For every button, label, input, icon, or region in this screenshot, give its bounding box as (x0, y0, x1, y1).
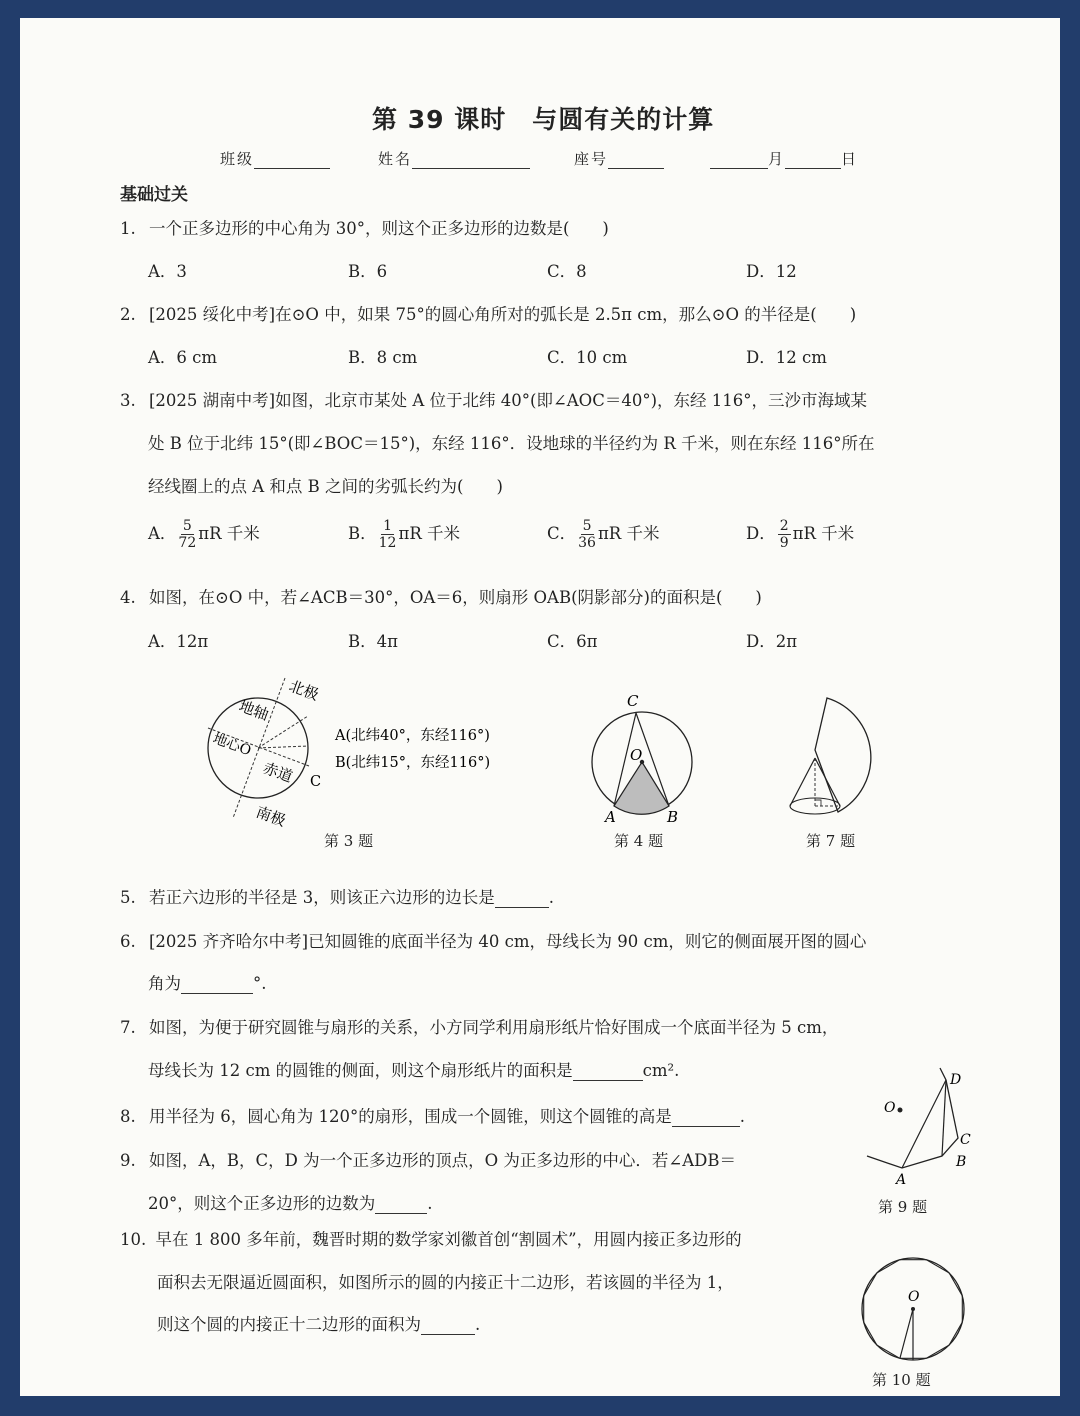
option-label: D． (746, 524, 776, 543)
q2-option-b[interactable]: B．8 cm (348, 348, 418, 367)
north-pole-label: 北极 (286, 676, 321, 705)
point-o-label: O (908, 1289, 920, 1305)
answer-blank[interactable] (495, 891, 549, 908)
question-text: 角为 (148, 974, 181, 993)
seat-blank[interactable] (608, 168, 664, 169)
point-b-label: B (667, 808, 679, 823)
fraction (178, 518, 196, 551)
day-label: 日 (841, 150, 859, 168)
option-label: B． (348, 524, 377, 543)
day-blank[interactable] (785, 168, 841, 169)
figure-4-caption: 第 4 题 (614, 832, 664, 850)
fraction (778, 518, 791, 551)
denominator: 9 (779, 535, 789, 551)
question-number: 7. (120, 1018, 136, 1037)
date-field (710, 148, 858, 169)
question-end: . (739, 1107, 745, 1126)
question-6-line-2 (148, 970, 267, 994)
month-label: 月 (768, 150, 786, 168)
q4-option-c[interactable]: C．6π (547, 632, 598, 651)
right-angle-mark (815, 800, 821, 806)
question-9 (120, 1147, 736, 1171)
class-blank[interactable] (254, 168, 330, 169)
point-o-label: O (884, 1100, 896, 1116)
option-label: C． (547, 524, 577, 543)
page-title: 第 39 课时 与圆有关的计算 (372, 105, 715, 134)
question-3-line-3: 经线圈上的点 A 和点 B 之间的劣弧长约为( ) (148, 477, 503, 496)
question-text: 若正六边形的半径是 3，则该正六边形的边长是 (149, 888, 495, 907)
question-text: 母线长为 12 cm 的圆锥的侧面，则这个扇形纸片的面积是 (148, 1061, 573, 1080)
question-number: 1. (120, 219, 136, 238)
center-dot (911, 1307, 915, 1311)
question-text: 如图，A，B，C，D 为一个正多边形的顶点，O 为正多边形的中心．若∠ADB＝ (149, 1151, 737, 1170)
figure-9-polygon-vertices (862, 1066, 977, 1194)
numerator: 2 (779, 518, 789, 534)
figure-10-caption: 第 10 题 (872, 1371, 931, 1389)
axis-label: 地轴 (236, 696, 271, 725)
q4-option-d[interactable]: D．2π (746, 632, 798, 651)
answer-blank[interactable] (375, 1197, 427, 1214)
worksheet-page (20, 18, 1060, 1396)
question-5 (120, 884, 554, 908)
fraction (578, 518, 596, 551)
question-text: [2025 齐齐哈尔中考]已知圆锥的底面半径为 40 cm，母线长为 90 cm，则它的侧面展开图的圆心 (149, 932, 867, 951)
q3-option-c[interactable] (547, 518, 659, 551)
month-blank[interactable] (710, 168, 768, 169)
segment-bd (942, 1080, 946, 1156)
point-d-label: D (950, 1072, 962, 1088)
center-dot (898, 1108, 903, 1113)
q1-option-a[interactable]: A．3 (148, 262, 187, 281)
radius-1 (900, 1309, 913, 1358)
question-end: . (427, 1194, 433, 1213)
sector-shape (815, 698, 871, 812)
q2-option-c[interactable]: C．10 cm (547, 348, 628, 367)
question-text: 一个正多边形的中心角为 30°，则这个正多边形的边数是( ) (149, 219, 609, 238)
q2-option-a[interactable]: A．6 cm (148, 348, 218, 367)
answer-blank[interactable] (573, 1064, 643, 1081)
answer-blank[interactable] (421, 1318, 475, 1335)
question-number: 9. (120, 1151, 136, 1170)
figure-7-caption: 第 7 题 (806, 832, 856, 850)
question-text: [2025 湖南中考]如图，北京市某处 A 位于北纬 40°(即∠AOC＝40°)，东经 116°，三沙市海域某 (149, 391, 868, 410)
section-title: 基础过关 (120, 185, 188, 205)
segment-ad (902, 1080, 946, 1168)
question-text: 早在 1 800 多年前，魏晋时期的数学家刘徽首创“割圆术”，用圆内接正多边形的 (155, 1230, 742, 1249)
question-number: 10. (120, 1230, 147, 1249)
q3-option-b[interactable] (348, 518, 460, 551)
option-tail: πR 千米 (198, 524, 260, 543)
figure-3-caption: 第 3 题 (324, 832, 374, 850)
q1-option-c[interactable]: C．8 (547, 262, 587, 281)
point-c-label: C (310, 774, 322, 790)
q1-option-b[interactable]: B．6 (348, 262, 388, 281)
figure-7-cone-sector (780, 688, 890, 828)
q3-option-d[interactable] (746, 518, 854, 551)
question-3 (120, 387, 867, 411)
question-text: 20°，则这个正多边形的边数为 (148, 1194, 376, 1213)
question-3-line-2: 处 B 位于北纬 15°(即∠BOC＝15°)，东经 116°．设地球的半径约为 R 千米，则在东经 116°所在 (148, 434, 875, 453)
figure-4-circle-sector (580, 678, 720, 823)
name-label: 姓名 (378, 150, 413, 168)
center-label: 地心O (210, 730, 254, 760)
name-field (378, 148, 530, 169)
option-tail: πR 千米 (398, 524, 460, 543)
fraction (379, 518, 397, 551)
question-6 (120, 928, 866, 952)
denominator: 12 (378, 535, 397, 551)
question-number: 4. (120, 588, 136, 607)
question-text: 如图，为便于研究圆锥与扇形的关系，小方同学利用扇形纸片恰好围成一个底面半径为 5 cm， (149, 1018, 839, 1037)
seat-field (574, 148, 664, 169)
question-4 (120, 584, 762, 608)
seat-label: 座号 (574, 150, 609, 168)
point-b-label: B(北纬15°，东经116°) (335, 755, 491, 771)
name-blank[interactable] (412, 168, 530, 169)
equator-label: 赤道 (260, 758, 295, 787)
question-text: 则这个圆的内接正十二边形的面积为 (157, 1315, 421, 1334)
question-end: °. (253, 974, 267, 993)
point-a-label: A (896, 1172, 907, 1188)
south-pole-label: 南极 (253, 802, 288, 831)
option-tail: πR 千米 (597, 524, 660, 543)
question-number: 8. (120, 1107, 136, 1126)
point-o-label: O (630, 746, 643, 764)
radius-ob (258, 746, 308, 748)
question-8 (120, 1103, 745, 1127)
numerator: 1 (383, 518, 393, 534)
class-label: 班级 (220, 150, 255, 168)
figure-10-dodecagon (858, 1252, 973, 1367)
point-a-label: A (605, 808, 616, 823)
figure-9-caption: 第 9 题 (878, 1198, 928, 1216)
question-10-line-2: 面积去无限逼近圆面积，如图所示的圆的内接正十二边形，若该圆的半径为 1， (157, 1273, 734, 1292)
numerator: 5 (182, 518, 192, 534)
point-b-label: B (956, 1154, 967, 1170)
point-c-label: C (960, 1132, 971, 1148)
question-end: cm². (642, 1061, 680, 1080)
question-2 (120, 301, 856, 325)
question-text: 如图，在⊙O 中，若∠ACB＝30°，OA＝6，则扇形 OAB(阴影部分)的面积是( ) (149, 588, 762, 607)
question-number: 6. (120, 932, 136, 951)
question-end: . (548, 888, 554, 907)
question-number: 3. (120, 391, 136, 410)
q2-option-d[interactable]: D．12 cm (746, 348, 827, 367)
question-10 (120, 1226, 742, 1250)
point-a-label: A(北纬40°，东经116°) (335, 728, 490, 744)
option-label: A． (148, 524, 177, 543)
question-number: 2. (120, 305, 136, 324)
question-text: 用半径为 6，圆心角为 120°的扇形，围成一个圆锥，则这个圆锥的高是 (149, 1107, 672, 1126)
q4-option-b[interactable]: B．4π (348, 632, 398, 651)
denominator: 36 (578, 535, 596, 551)
q3-option-a[interactable] (148, 518, 260, 551)
question-text: [2025 绥化中考]在⊙O 中，如果 75°的圆心角所对的弧长是 2.5π cm，那么⊙O 的半径是( ) (149, 305, 857, 324)
q1-option-d[interactable]: D．12 (746, 262, 797, 281)
question-10-line-3 (157, 1311, 480, 1335)
answer-blank[interactable] (672, 1110, 740, 1127)
question-7-line-2 (148, 1057, 679, 1081)
question-number: 5. (120, 888, 136, 907)
q4-option-a[interactable]: A．12π (148, 632, 209, 651)
question-7 (120, 1014, 838, 1038)
question-1 (120, 215, 609, 239)
class-field (220, 148, 330, 169)
answer-blank[interactable] (181, 977, 253, 994)
option-tail: πR 千米 (792, 524, 855, 543)
denominator: 72 (178, 535, 197, 551)
question-end: . (475, 1315, 481, 1334)
numerator: 5 (582, 518, 592, 534)
point-c-label: C (627, 692, 639, 710)
figure-3-earth-diagram (200, 668, 530, 843)
question-9-line-2 (148, 1190, 433, 1214)
